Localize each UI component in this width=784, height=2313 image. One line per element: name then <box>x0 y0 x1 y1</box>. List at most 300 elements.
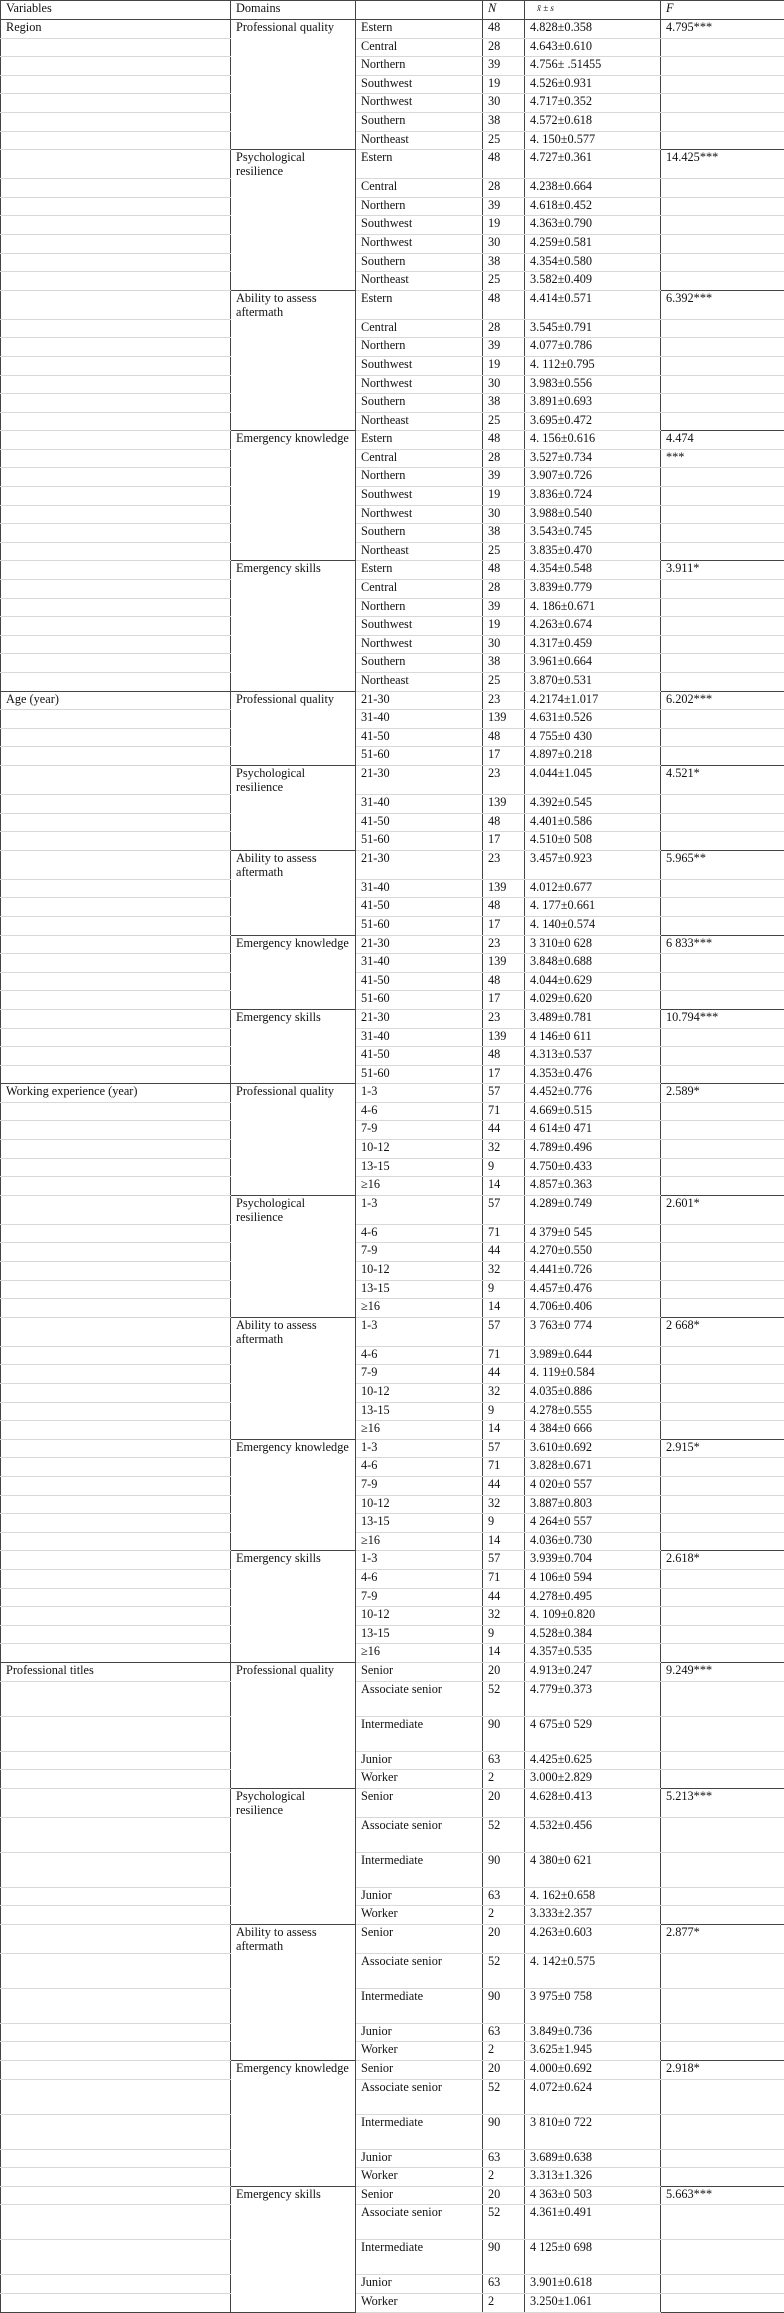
f-cell <box>661 505 784 524</box>
table-row <box>1 1458 784 1477</box>
domain-cell <box>231 617 356 636</box>
mean-sd-value: 3 763±0 774 <box>525 1317 661 1346</box>
table-row <box>1 1569 784 1588</box>
level-label: 51-60 <box>356 832 483 851</box>
level-label: Northeast <box>356 542 483 561</box>
sample-size: 39 <box>483 468 525 487</box>
table-row <box>1 1365 784 1384</box>
variable-cell <box>1 468 231 487</box>
sample-size: 9 <box>483 1625 525 1644</box>
table-row <box>1 1346 784 1365</box>
variable-cell <box>1 598 231 617</box>
level-label: Senior <box>356 1924 483 1953</box>
domain-cell <box>231 794 356 813</box>
table-row <box>1 728 784 747</box>
domain-cell <box>231 338 356 357</box>
mean-sd-value: 4.357±0.535 <box>525 1644 661 1663</box>
table-row <box>1 1681 784 1716</box>
sample-size: 17 <box>483 832 525 851</box>
f-cell <box>661 654 784 673</box>
mean-sd-value: 3.489±0.781 <box>525 1009 661 1028</box>
sample-size: 28 <box>483 38 525 57</box>
table-row <box>1 2186 784 2205</box>
variable-cell <box>1 234 231 253</box>
sample-size: 32 <box>483 1262 525 1281</box>
mean-sd-value: 4 379±0 545 <box>525 1224 661 1243</box>
level-label: Central <box>356 38 483 57</box>
sample-size: 63 <box>483 1887 525 1906</box>
level-label: Worker <box>356 1906 483 1925</box>
f-cell <box>661 1770 784 1789</box>
table-row <box>1 272 784 291</box>
mean-sd-value: 4.441±0.726 <box>525 1262 661 1281</box>
domain-cell <box>231 1476 356 1495</box>
table-row <box>1 1514 784 1533</box>
domain-cell <box>231 1607 356 1626</box>
header-f: F <box>661 1 784 20</box>
f-statistic: 2.618* <box>661 1551 784 1570</box>
f-cell <box>661 57 784 76</box>
variable-cell <box>1 505 231 524</box>
table-row <box>1 654 784 673</box>
domain-cell <box>231 112 356 131</box>
domain-cell <box>231 1514 356 1533</box>
sample-size: 14 <box>483 1421 525 1440</box>
level-label: Senior <box>356 2186 483 2205</box>
sample-size: 38 <box>483 112 525 131</box>
table-row <box>1 710 784 729</box>
variable-cell <box>1 2294 231 2313</box>
variable-cell <box>1 879 231 898</box>
variable-cell <box>1 635 231 654</box>
variable-cell <box>1 1195 231 1224</box>
domain-cell <box>231 1644 356 1663</box>
mean-sd-value: 4 755±0 430 <box>525 728 661 747</box>
mean-sd-value: 4. 177±0.661 <box>525 898 661 917</box>
domain-name: Ability to assess aftermath <box>231 290 356 319</box>
table-row <box>1 216 784 235</box>
mean-sd-value: 4.363±0.790 <box>525 216 661 235</box>
sample-size: 48 <box>483 813 525 832</box>
domain-cell <box>231 898 356 917</box>
level-label: 4-6 <box>356 1102 483 1121</box>
sample-size: 19 <box>483 487 525 506</box>
mean-sd-value: 4 020±0 557 <box>525 1476 661 1495</box>
variable-cell <box>1 1569 231 1588</box>
sample-size: 57 <box>483 1195 525 1224</box>
sample-size: 20 <box>483 1788 525 1817</box>
mean-sd-value: 4.425±0.625 <box>525 1751 661 1770</box>
sample-size: 14 <box>483 1299 525 1318</box>
variable-cell <box>1 1121 231 1140</box>
f-statistic: 6.202*** <box>661 691 784 710</box>
domain-cell <box>231 505 356 524</box>
variable-cell <box>1 1458 231 1477</box>
f-cell <box>661 542 784 561</box>
f-cell <box>661 1906 784 1925</box>
f-cell <box>661 916 784 935</box>
level-label: 13-15 <box>356 1514 483 1533</box>
table-row <box>1 290 784 319</box>
f-statistic: 2.915* <box>661 1439 784 1458</box>
table-row <box>1 2294 784 2313</box>
mean-sd-value: 4.750±0.433 <box>525 1158 661 1177</box>
sample-size: 38 <box>483 394 525 413</box>
domain-cell <box>231 1402 356 1421</box>
domain-name: Emergency knowledge <box>231 935 356 954</box>
sample-size: 139 <box>483 710 525 729</box>
sample-size: 71 <box>483 1346 525 1365</box>
level-label: Northern <box>356 468 483 487</box>
variable-cell <box>1 2061 231 2080</box>
variable-cell <box>1 2149 231 2168</box>
domain-cell <box>231 1817 356 1852</box>
mean-sd-value: 3.689±0.638 <box>525 2149 661 2168</box>
f-cell <box>661 879 784 898</box>
sample-size: 90 <box>483 2114 525 2149</box>
mean-sd-value: 3.989±0.644 <box>525 1346 661 1365</box>
variable-cell <box>1 1028 231 1047</box>
f-cell <box>661 794 784 813</box>
mean-sd-value: 4. 156±0.616 <box>525 431 661 450</box>
variable-cell <box>1 197 231 216</box>
mean-sd-value: 4. 142±0.575 <box>525 1953 661 1988</box>
level-label: Associate senior <box>356 2205 483 2240</box>
f-statistic: 2.877* <box>661 1924 784 1953</box>
sample-size: 52 <box>483 1953 525 1988</box>
level-label: 7-9 <box>356 1243 483 1262</box>
domain-cell <box>231 2168 356 2187</box>
mean-sd-value: 3.901±0.618 <box>525 2275 661 2294</box>
sample-size: 63 <box>483 1751 525 1770</box>
sample-size: 25 <box>483 131 525 150</box>
domain-cell <box>231 2023 356 2042</box>
table-row <box>1 57 784 76</box>
level-label: Associate senior <box>356 1681 483 1716</box>
mean-sd-value: 3.870±0.531 <box>525 673 661 692</box>
variable-cell <box>1 1158 231 1177</box>
table-row <box>1 1158 784 1177</box>
mean-sd-value: 4.510±0 508 <box>525 832 661 851</box>
variable-cell <box>1 794 231 813</box>
mean-sd-value: 4.643±0.610 <box>525 38 661 57</box>
sample-size: 28 <box>483 449 525 468</box>
mean-sd-value: 4.401±0.586 <box>525 813 661 832</box>
level-label: 1-3 <box>356 1317 483 1346</box>
table-row <box>1 131 784 150</box>
mean-sd-value: 4.361±0.491 <box>525 2205 661 2240</box>
table-row <box>1 1644 784 1663</box>
f-statistic: 5.663*** <box>661 2186 784 2205</box>
mean-sd-value: 4.259±0.581 <box>525 234 661 253</box>
variable-cell <box>1 765 231 794</box>
domain-name: Professional quality <box>231 20 356 39</box>
level-label: 21-30 <box>356 691 483 710</box>
table-row <box>1 2275 784 2294</box>
sample-size: 90 <box>483 1852 525 1887</box>
variable-cell <box>1 412 231 431</box>
sample-size: 32 <box>483 1495 525 1514</box>
sample-size: 30 <box>483 94 525 113</box>
mean-sd-value: 4.044±1.045 <box>525 765 661 794</box>
level-label: 4-6 <box>356 1224 483 1243</box>
table-row <box>1 2149 784 2168</box>
f-significance: *** <box>661 449 784 468</box>
domain-cell <box>231 654 356 673</box>
mean-sd-value: 4. 150±0.577 <box>525 131 661 150</box>
variable-cell <box>1 1532 231 1551</box>
f-cell <box>661 728 784 747</box>
mean-sd-value: 4. 109±0.820 <box>525 1607 661 1626</box>
mean-sd-value: 4.897±0.218 <box>525 747 661 766</box>
f-cell <box>661 1224 784 1243</box>
f-cell <box>661 2240 784 2275</box>
sample-size: 17 <box>483 916 525 935</box>
variable-cell <box>1 112 231 131</box>
level-label: Worker <box>356 1770 483 1789</box>
mean-sd-value: 3.849±0.736 <box>525 2023 661 2042</box>
level-label: Northern <box>356 57 483 76</box>
table-row <box>1 617 784 636</box>
mean-sd-value: 4. 112±0.795 <box>525 356 661 375</box>
level-label: 41-50 <box>356 813 483 832</box>
sample-size: 52 <box>483 2079 525 2114</box>
domain-name: Emergency knowledge <box>231 2061 356 2080</box>
f-cell <box>661 1588 784 1607</box>
level-label: Northwest <box>356 94 483 113</box>
sample-size: 14 <box>483 1532 525 1551</box>
domain-cell <box>231 1028 356 1047</box>
mean-sd-value: 3.545±0.791 <box>525 319 661 338</box>
sample-size: 17 <box>483 1065 525 1084</box>
variable-cell <box>1 673 231 692</box>
level-label: 4-6 <box>356 1458 483 1477</box>
level-label: 1-3 <box>356 1439 483 1458</box>
variable-cell <box>1 375 231 394</box>
table-row <box>1 1195 784 1224</box>
domain-name: Psychological resilience <box>231 1195 356 1224</box>
level-label: Intermediate <box>356 1852 483 1887</box>
table-row <box>1 75 784 94</box>
variable-cell <box>1 131 231 150</box>
domain-cell <box>231 1262 356 1281</box>
level-label: Southern <box>356 112 483 131</box>
domain-name: Emergency skills <box>231 1551 356 1570</box>
variable-cell <box>1 1009 231 1028</box>
domain-cell <box>231 1852 356 1887</box>
variable-cell <box>1 2023 231 2042</box>
variable-cell <box>1 75 231 94</box>
mean-sd-value: 4.572±0.618 <box>525 112 661 131</box>
sample-size: 48 <box>483 290 525 319</box>
f-cell <box>661 375 784 394</box>
variable-cell <box>1 2042 231 2061</box>
sample-size: 48 <box>483 972 525 991</box>
domain-cell <box>231 1495 356 1514</box>
variable-cell <box>1 898 231 917</box>
level-label: ≥16 <box>356 1177 483 1196</box>
mean-sd-value: 3.907±0.726 <box>525 468 661 487</box>
level-label: 31-40 <box>356 879 483 898</box>
mean-sd-value: 4.012±0.677 <box>525 879 661 898</box>
table-row <box>1 2042 784 2061</box>
variable-cell <box>1 954 231 973</box>
level-label: 7-9 <box>356 1365 483 1384</box>
sample-size: 17 <box>483 747 525 766</box>
f-cell <box>661 1569 784 1588</box>
f-cell <box>661 2294 784 2313</box>
level-label: Junior <box>356 1887 483 1906</box>
variable-cell <box>1 542 231 561</box>
table-row <box>1 431 784 450</box>
f-cell <box>661 898 784 917</box>
mean-sd-value: 4.913±0.247 <box>525 1662 661 1681</box>
level-label: 7-9 <box>356 1121 483 1140</box>
domain-cell <box>231 1121 356 1140</box>
mean-sd-value: 4 384±0 666 <box>525 1421 661 1440</box>
variable-cell <box>1 617 231 636</box>
mean-sd-value: 4.036±0.730 <box>525 1532 661 1551</box>
mean-sd-value: 3.457±0.923 <box>525 850 661 879</box>
level-label: Associate senior <box>356 2079 483 2114</box>
sample-size: 63 <box>483 2275 525 2294</box>
table-row <box>1 1384 784 1403</box>
f-cell <box>661 487 784 506</box>
sample-size: 30 <box>483 505 525 524</box>
variable-cell <box>1 431 231 450</box>
level-label: Estern <box>356 561 483 580</box>
table-row <box>1 1317 784 1346</box>
variable-cell <box>1 580 231 599</box>
sample-size: 23 <box>483 1009 525 1028</box>
mean-sd-value: 4. 162±0.658 <box>525 1887 661 1906</box>
mean-sd-value: 4 125±0 698 <box>525 2240 661 2275</box>
sample-size: 23 <box>483 935 525 954</box>
f-cell <box>661 524 784 543</box>
f-cell <box>661 1644 784 1663</box>
table-row <box>1 1476 784 1495</box>
f-cell <box>661 1476 784 1495</box>
sample-size: 44 <box>483 1476 525 1495</box>
variable-name: Working experience (year) <box>1 1084 231 1103</box>
domain-cell <box>231 1299 356 1318</box>
mean-sd-value: 4.354±0.548 <box>525 561 661 580</box>
domain-cell <box>231 2079 356 2114</box>
mean-sd-value: 4 614±0 471 <box>525 1121 661 1140</box>
sample-size: 28 <box>483 580 525 599</box>
variable-cell <box>1 654 231 673</box>
f-statistic: 3.911* <box>661 561 784 580</box>
level-label: Northeast <box>356 673 483 692</box>
variable-cell <box>1 1551 231 1570</box>
mean-sd-value: 4.029±0.620 <box>525 991 661 1010</box>
domain-cell <box>231 131 356 150</box>
domain-cell <box>231 728 356 747</box>
level-label: 21-30 <box>356 935 483 954</box>
mean-sd-value: 4.857±0.363 <box>525 1177 661 1196</box>
table-row <box>1 1402 784 1421</box>
table-row <box>1 561 784 580</box>
variable-cell <box>1 1243 231 1262</box>
mean-sd-value: 4.278±0.555 <box>525 1402 661 1421</box>
mean-sd-value: 4.717±0.352 <box>525 94 661 113</box>
domain-cell <box>231 2240 356 2275</box>
domain-cell <box>231 94 356 113</box>
level-label: Junior <box>356 1751 483 1770</box>
sample-size: 2 <box>483 2168 525 2187</box>
level-label: Intermediate <box>356 2114 483 2149</box>
table-row <box>1 1065 784 1084</box>
mean-sd-value: 4.789±0.496 <box>525 1140 661 1159</box>
sample-size: 39 <box>483 598 525 617</box>
sample-size: 9 <box>483 1280 525 1299</box>
sample-size: 52 <box>483 1681 525 1716</box>
table-row <box>1 1439 784 1458</box>
f-statistic: 14.425*** <box>661 150 784 179</box>
level-label: 21-30 <box>356 1009 483 1028</box>
variable-cell <box>1 747 231 766</box>
variable-cell <box>1 290 231 319</box>
sample-size: 48 <box>483 1047 525 1066</box>
table-row <box>1 375 784 394</box>
f-cell <box>661 1102 784 1121</box>
f-cell <box>661 1751 784 1770</box>
variable-cell <box>1 1140 231 1159</box>
sample-size: 48 <box>483 20 525 39</box>
table-row <box>1 935 784 954</box>
sample-size: 44 <box>483 1588 525 1607</box>
table-row <box>1 150 784 179</box>
variable-name: Region <box>1 20 231 39</box>
table-row <box>1 1140 784 1159</box>
domain-cell <box>231 524 356 543</box>
level-label: Junior <box>356 2275 483 2294</box>
sample-size: 71 <box>483 1102 525 1121</box>
variable-cell <box>1 57 231 76</box>
f-statistic: 2.918* <box>661 2061 784 2080</box>
table-row <box>1 1102 784 1121</box>
domain-cell <box>231 253 356 272</box>
sample-size: 38 <box>483 524 525 543</box>
variable-name: Professional titles <box>1 1662 231 1681</box>
domain-cell <box>231 1532 356 1551</box>
table-row <box>1 2114 784 2149</box>
variable-cell <box>1 2186 231 2205</box>
domain-cell <box>231 542 356 561</box>
level-label: Northern <box>356 338 483 357</box>
sample-size: 39 <box>483 197 525 216</box>
domain-cell <box>231 1224 356 1243</box>
level-label: Senior <box>356 1788 483 1817</box>
domain-cell <box>231 179 356 198</box>
sample-size: 139 <box>483 1028 525 1047</box>
table-row <box>1 1607 784 1626</box>
f-cell <box>661 1458 784 1477</box>
level-label: 21-30 <box>356 765 483 794</box>
table-row <box>1 832 784 851</box>
variable-cell <box>1 1588 231 1607</box>
mean-sd-value: 3.695±0.472 <box>525 412 661 431</box>
f-cell <box>661 1607 784 1626</box>
level-label: Northwest <box>356 635 483 654</box>
mean-sd-value: 3.313±1.326 <box>525 2168 661 2187</box>
mean-sd-value: 4. 140±0.574 <box>525 916 661 935</box>
level-label: 51-60 <box>356 916 483 935</box>
domain-cell <box>231 879 356 898</box>
level-label: Southwest <box>356 617 483 636</box>
table-row <box>1 2079 784 2114</box>
mean-sd-value: 3.848±0.688 <box>525 954 661 973</box>
